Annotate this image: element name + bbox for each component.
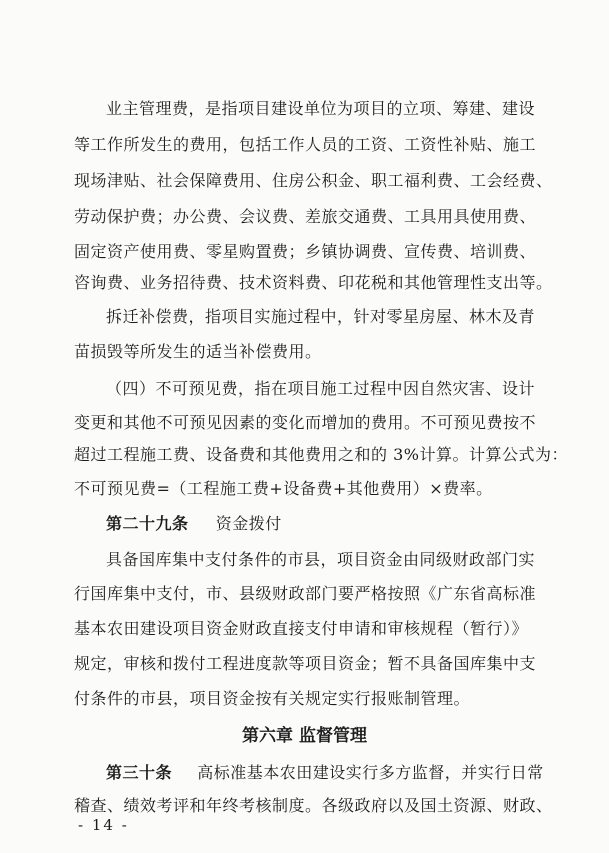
paragraph-line: 苗损毁等所发生的适当补偿费用。 (74, 342, 322, 361)
paragraph-line: 业主管理费，是指项目建设单位为项目的立项、筹建、建设 (106, 99, 536, 118)
paragraph-line: 具备国库集中支付条件的市县，项目资金由同级财政部门实 (106, 550, 536, 569)
paragraph-line: 拆迁补偿费，指项目实施过程中，针对零星房屋、林木及青 (106, 307, 536, 326)
paragraph-line: 基本农田建设项目资金财政直接支付申请和审核规程（暂行）》 (74, 619, 529, 638)
paragraph-line: 固定资产使用费、零星购置费；乡镇协调费、宣传费、培训费、 (74, 242, 537, 261)
paragraph-line: 行国库集中支付，市、县级财政部门要严格按照《广东省高标准 (74, 584, 537, 603)
chapter-heading: 第六章 监督管理 (242, 726, 367, 746)
paragraph-line: 变更和其他不可预见因素的变化而增加的费用。不可预见费按不 (74, 413, 537, 432)
paragraph-line: 等工作所发生的费用，包括工作人员的工资、工资性补贴、施工 (74, 135, 537, 154)
paragraph-line: 稽查、绩效考评和年终考核制度。各级政府以及国土资源、财政、 (74, 796, 553, 815)
paragraph-line: 付条件的市县，项目资金按有关规定实行报账制管理。 (74, 689, 471, 708)
article-30-title: 第三十条 (106, 763, 173, 782)
article-30-text: 高标准基本农田建设实行多方监督，并实行日常 (197, 763, 544, 782)
article-29-title: 第二十九条 (106, 514, 189, 533)
article-30-first-line (106, 762, 544, 784)
paragraph-line: 劳动保护费；办公费、会议费、差旅交通费、工具用具使用费、 (74, 207, 537, 226)
paragraph-line: 咨询费、业务招待费、技术资料费、印花税和其他管理性支出等。 (74, 273, 553, 292)
page-number: - 14 - (78, 816, 129, 834)
paragraph-line: 规定，审核和拨付工程进度款等项目资金；暂不具备国库集中支 (74, 654, 537, 673)
paragraph-line: 现场津贴、社会保障费用、住房公积金、职工福利费、工会经费、 (74, 171, 553, 190)
paragraph-line: 不可预见费=（工程施工费+设备费+其他费用）×费率。 (74, 479, 493, 498)
paragraph-line: （四）不可预见费，指在项目施工过程中因自然灾害、设计 (106, 379, 536, 398)
article-29-heading: 资金拨付 (215, 514, 282, 533)
article-29-heading-line (106, 513, 282, 535)
paragraph-line: 超过工程施工费、设备费和其他费用之和的 3%计算。计算公式为： (74, 445, 568, 464)
